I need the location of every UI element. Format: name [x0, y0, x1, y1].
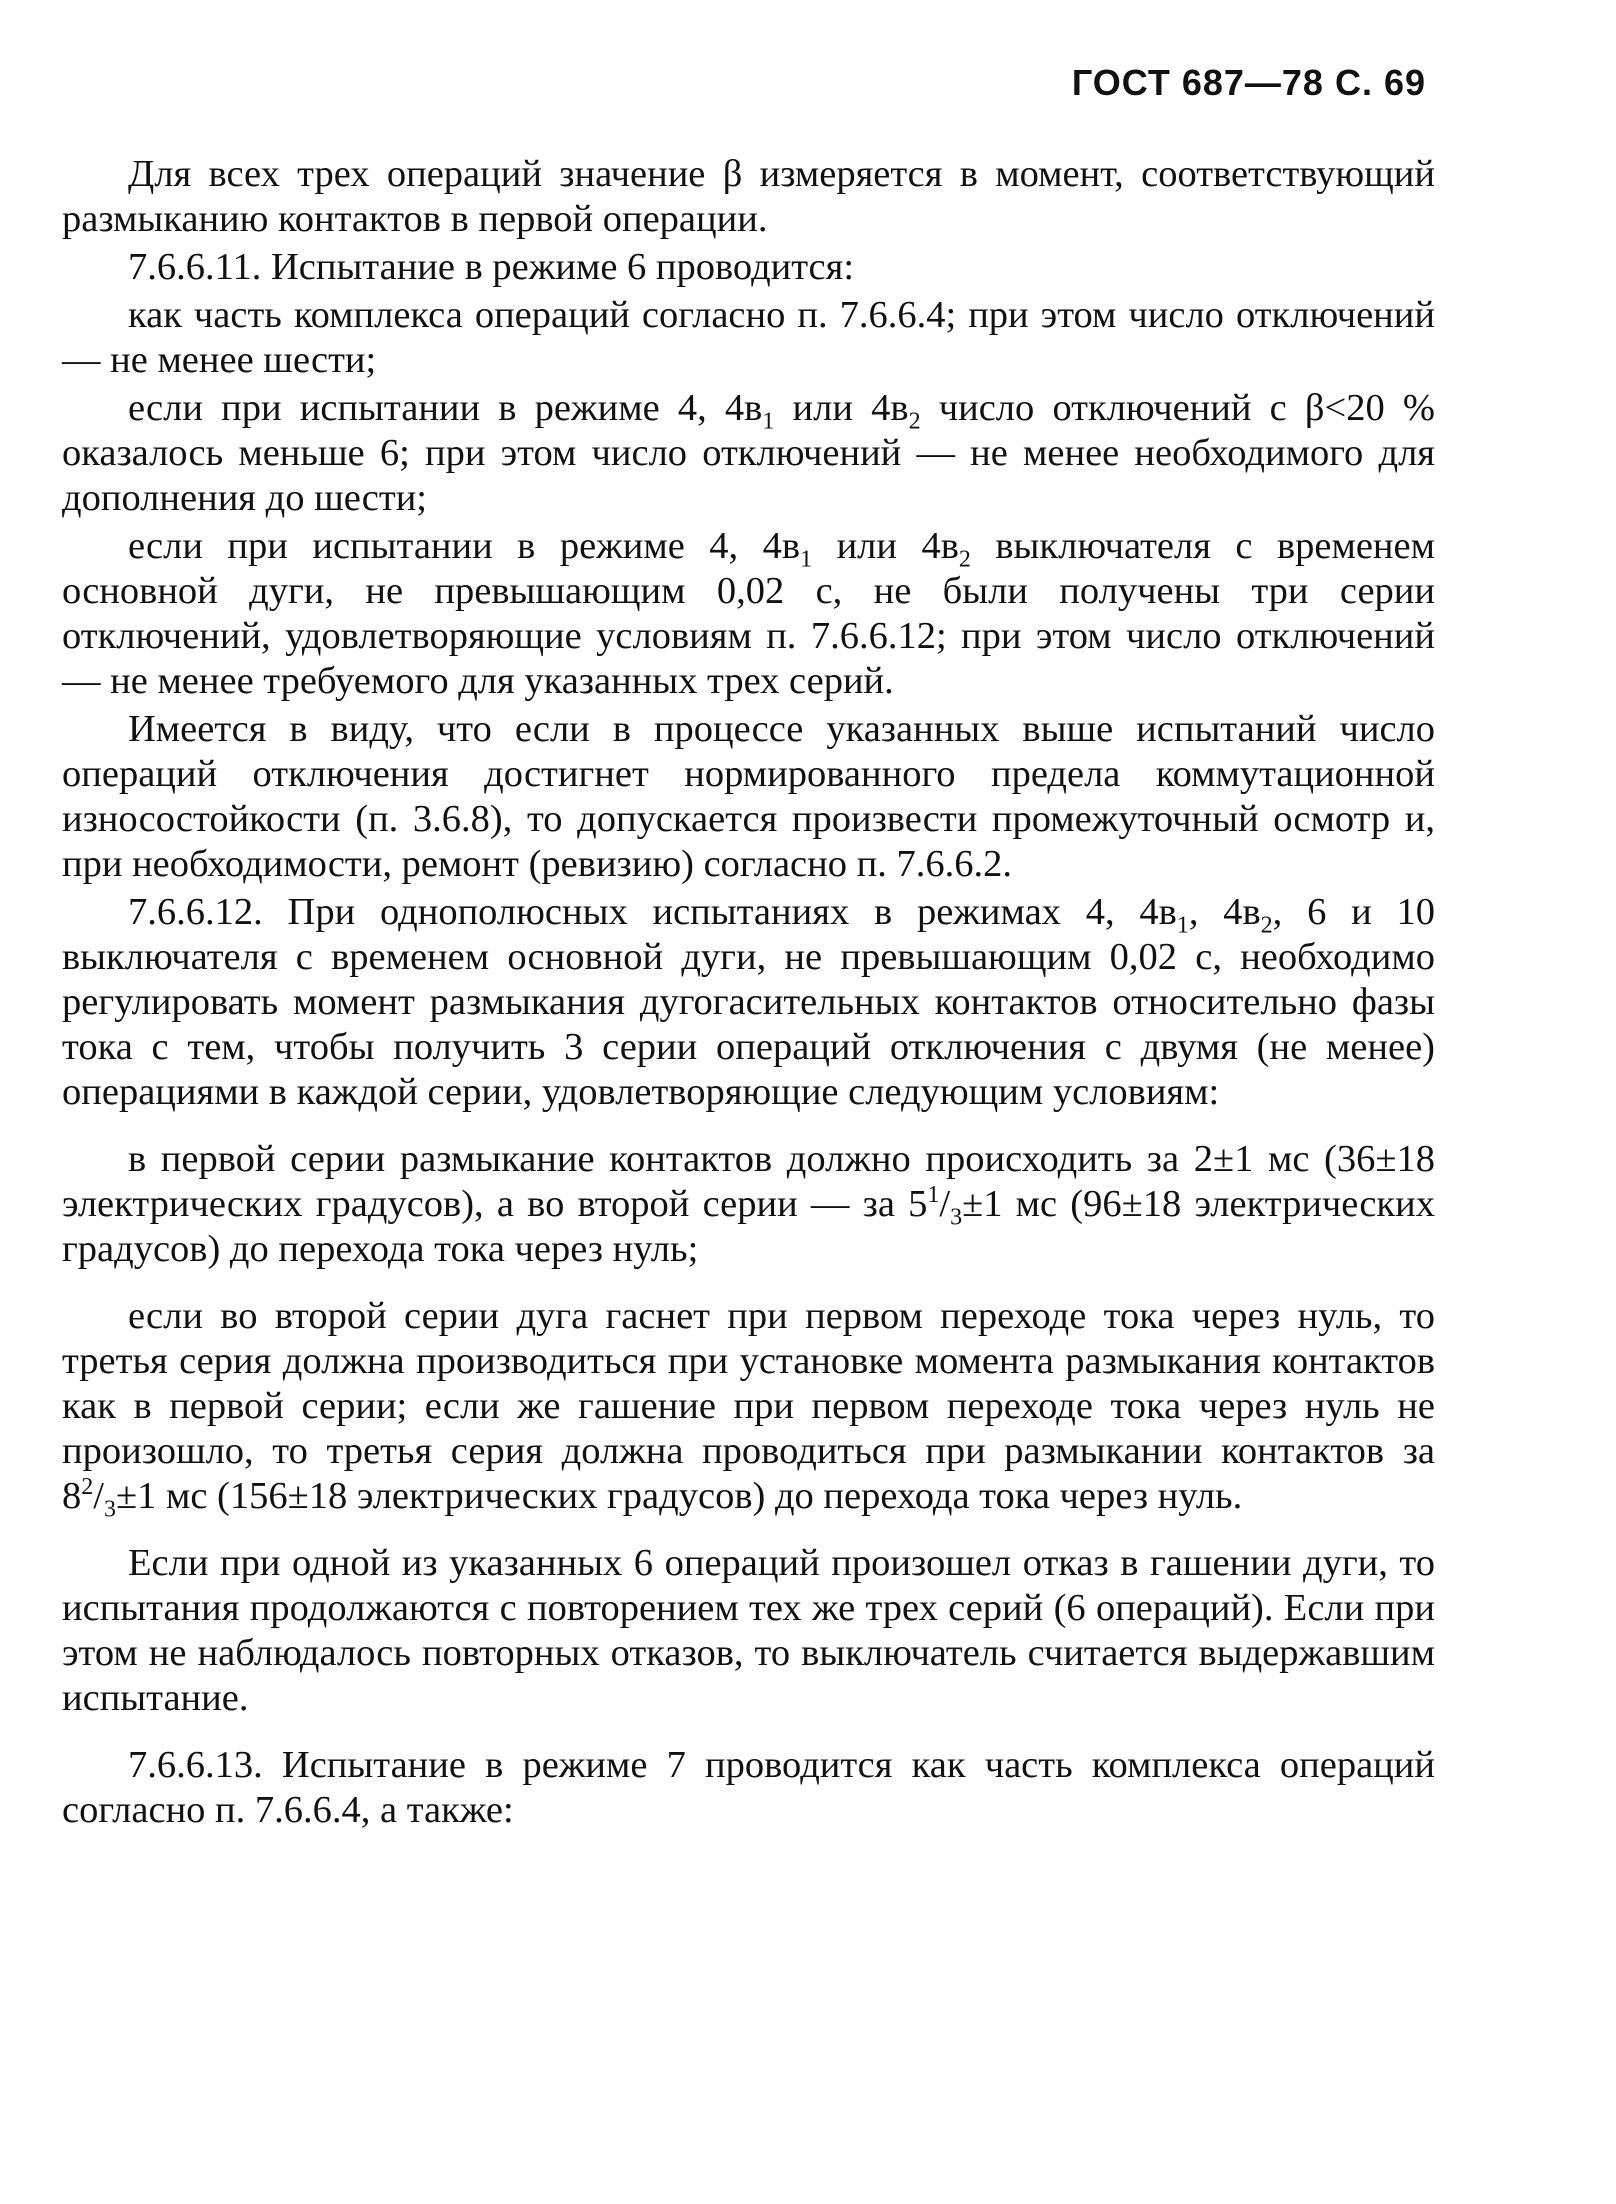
- text: в первой серии размыкание контактов должно происходить за 2±1 мс (36±18 электрических градусов), а во второй серии — за 5: [62, 1138, 1435, 1225]
- paragraph-complex-part: [62, 293, 1435, 383]
- paragraph-7-6-6-13: [62, 1743, 1435, 1833]
- text: число отключений с β<20 % оказалось меньше 6; при этом число отключений — не менее необходимого для дополнения до шести;: [62, 387, 1435, 519]
- text: если при испытании в режиме 4, 4в: [128, 387, 763, 429]
- text: Если при одной из указанных 6 операций произошел отказ в гашении дуги, то испытания продолжаются с повторением тех же трех серий (6 операций). Если при этом не наблюдалось повторных отказов, то выключатель считается выдержавшим испытание.: [62, 1542, 1435, 1719]
- subscript: 1: [1176, 912, 1189, 939]
- text: 7.6.6.13. Испытание в режиме 7 проводится как часть комплекса операций согласно п. 7.6.6.4, а также:: [62, 1744, 1435, 1831]
- subscript: 3: [950, 1204, 963, 1231]
- paragraph-three-series: [62, 524, 1435, 704]
- superscript: 1: [927, 1182, 940, 1209]
- subscript: 2: [908, 408, 921, 435]
- paragraph-intermediate-inspection: [62, 707, 1435, 887]
- superscript: 2: [81, 1474, 94, 1501]
- page-header: ГОСТ 687—78 С. 69: [1071, 62, 1426, 103]
- paragraph-beta-less-20: [62, 386, 1435, 521]
- paragraph-arc-failure: [62, 1541, 1435, 1721]
- text: /: [939, 1183, 951, 1225]
- text: выключателя с временем основной дуги, не превышающим 0,02 с, не были получены три серии отключений, удовлетворяющие условиям п. 7.6.6.12; при этом число отключений — не менее требуемого для указанных трех серий.: [62, 525, 1435, 702]
- text: 7.6.6.12. При однополюсных испытаниях в режимах 4, 4в: [128, 891, 1177, 933]
- text: , 6 и 10 выключателя с временем основной дуги, не превышающим 0,02 с, необходимо регулировать момент размыкания дугогасительных контактов относительно фазы тока с тем, чтобы получить 3 серии операций отключения с двумя (не менее) операциями в каждой серии, удовлетворяющие следующим условиям:: [62, 891, 1435, 1113]
- text: как часть комплекса операций согласно п. 7.6.6.4; при этом число отключений — не менее шести;: [62, 294, 1435, 381]
- text: Для всех трех операций значение β измеряется в момент, соответствующий размыканию контактов в первой операции.: [62, 153, 1435, 240]
- text: Имеется в виду, что если в процессе указанных выше испытаний число операций отключения достигнет нормированного предела коммутационной износостойкости (п. 3.6.8), то допускается произвести промежуточный осмотр и, при необходимости, ремонт (ревизию) согласно п. 7.6.6.2.: [62, 708, 1435, 885]
- text: /: [93, 1475, 104, 1517]
- text: если во второй серии дуга гаснет при первом переходе тока через нуль, то третья серия должна производиться при установке момента размыкания контактов как в первой серии; если же гашение при первом переходе тока через нуль не произошло, то третья серия должна проводиться при размыкании контактов за 8: [62, 1295, 1435, 1517]
- paragraph-beta-measurement: [62, 152, 1435, 242]
- text: или 4в: [774, 387, 909, 429]
- text: ±1 мс (96±18 электрических градусов) до перехода тока через нуль;: [62, 1183, 1435, 1270]
- subscript: 3: [103, 1496, 116, 1523]
- paragraph-7-6-6-11-title: [62, 245, 1435, 290]
- subscript: 2: [1260, 912, 1273, 939]
- text: или 4в: [812, 525, 959, 567]
- text: ±1 мс (156±18 электрических градусов) до перехода тока через нуль.: [115, 1475, 1243, 1517]
- text: если при испытании в режиме 4, 4в: [128, 525, 801, 567]
- paragraph-7-6-6-12: [62, 890, 1435, 1115]
- body-text: [62, 152, 1435, 1833]
- text: , 4в: [1188, 891, 1261, 933]
- paragraph-first-second-series: [62, 1137, 1435, 1272]
- subscript: 1: [762, 408, 775, 435]
- paragraph-third-series: [62, 1294, 1435, 1523]
- subscript: 2: [958, 546, 971, 573]
- text: 7.6.6.11. Испытание в режиме 6 проводится:: [128, 246, 855, 288]
- subscript: 1: [800, 546, 813, 573]
